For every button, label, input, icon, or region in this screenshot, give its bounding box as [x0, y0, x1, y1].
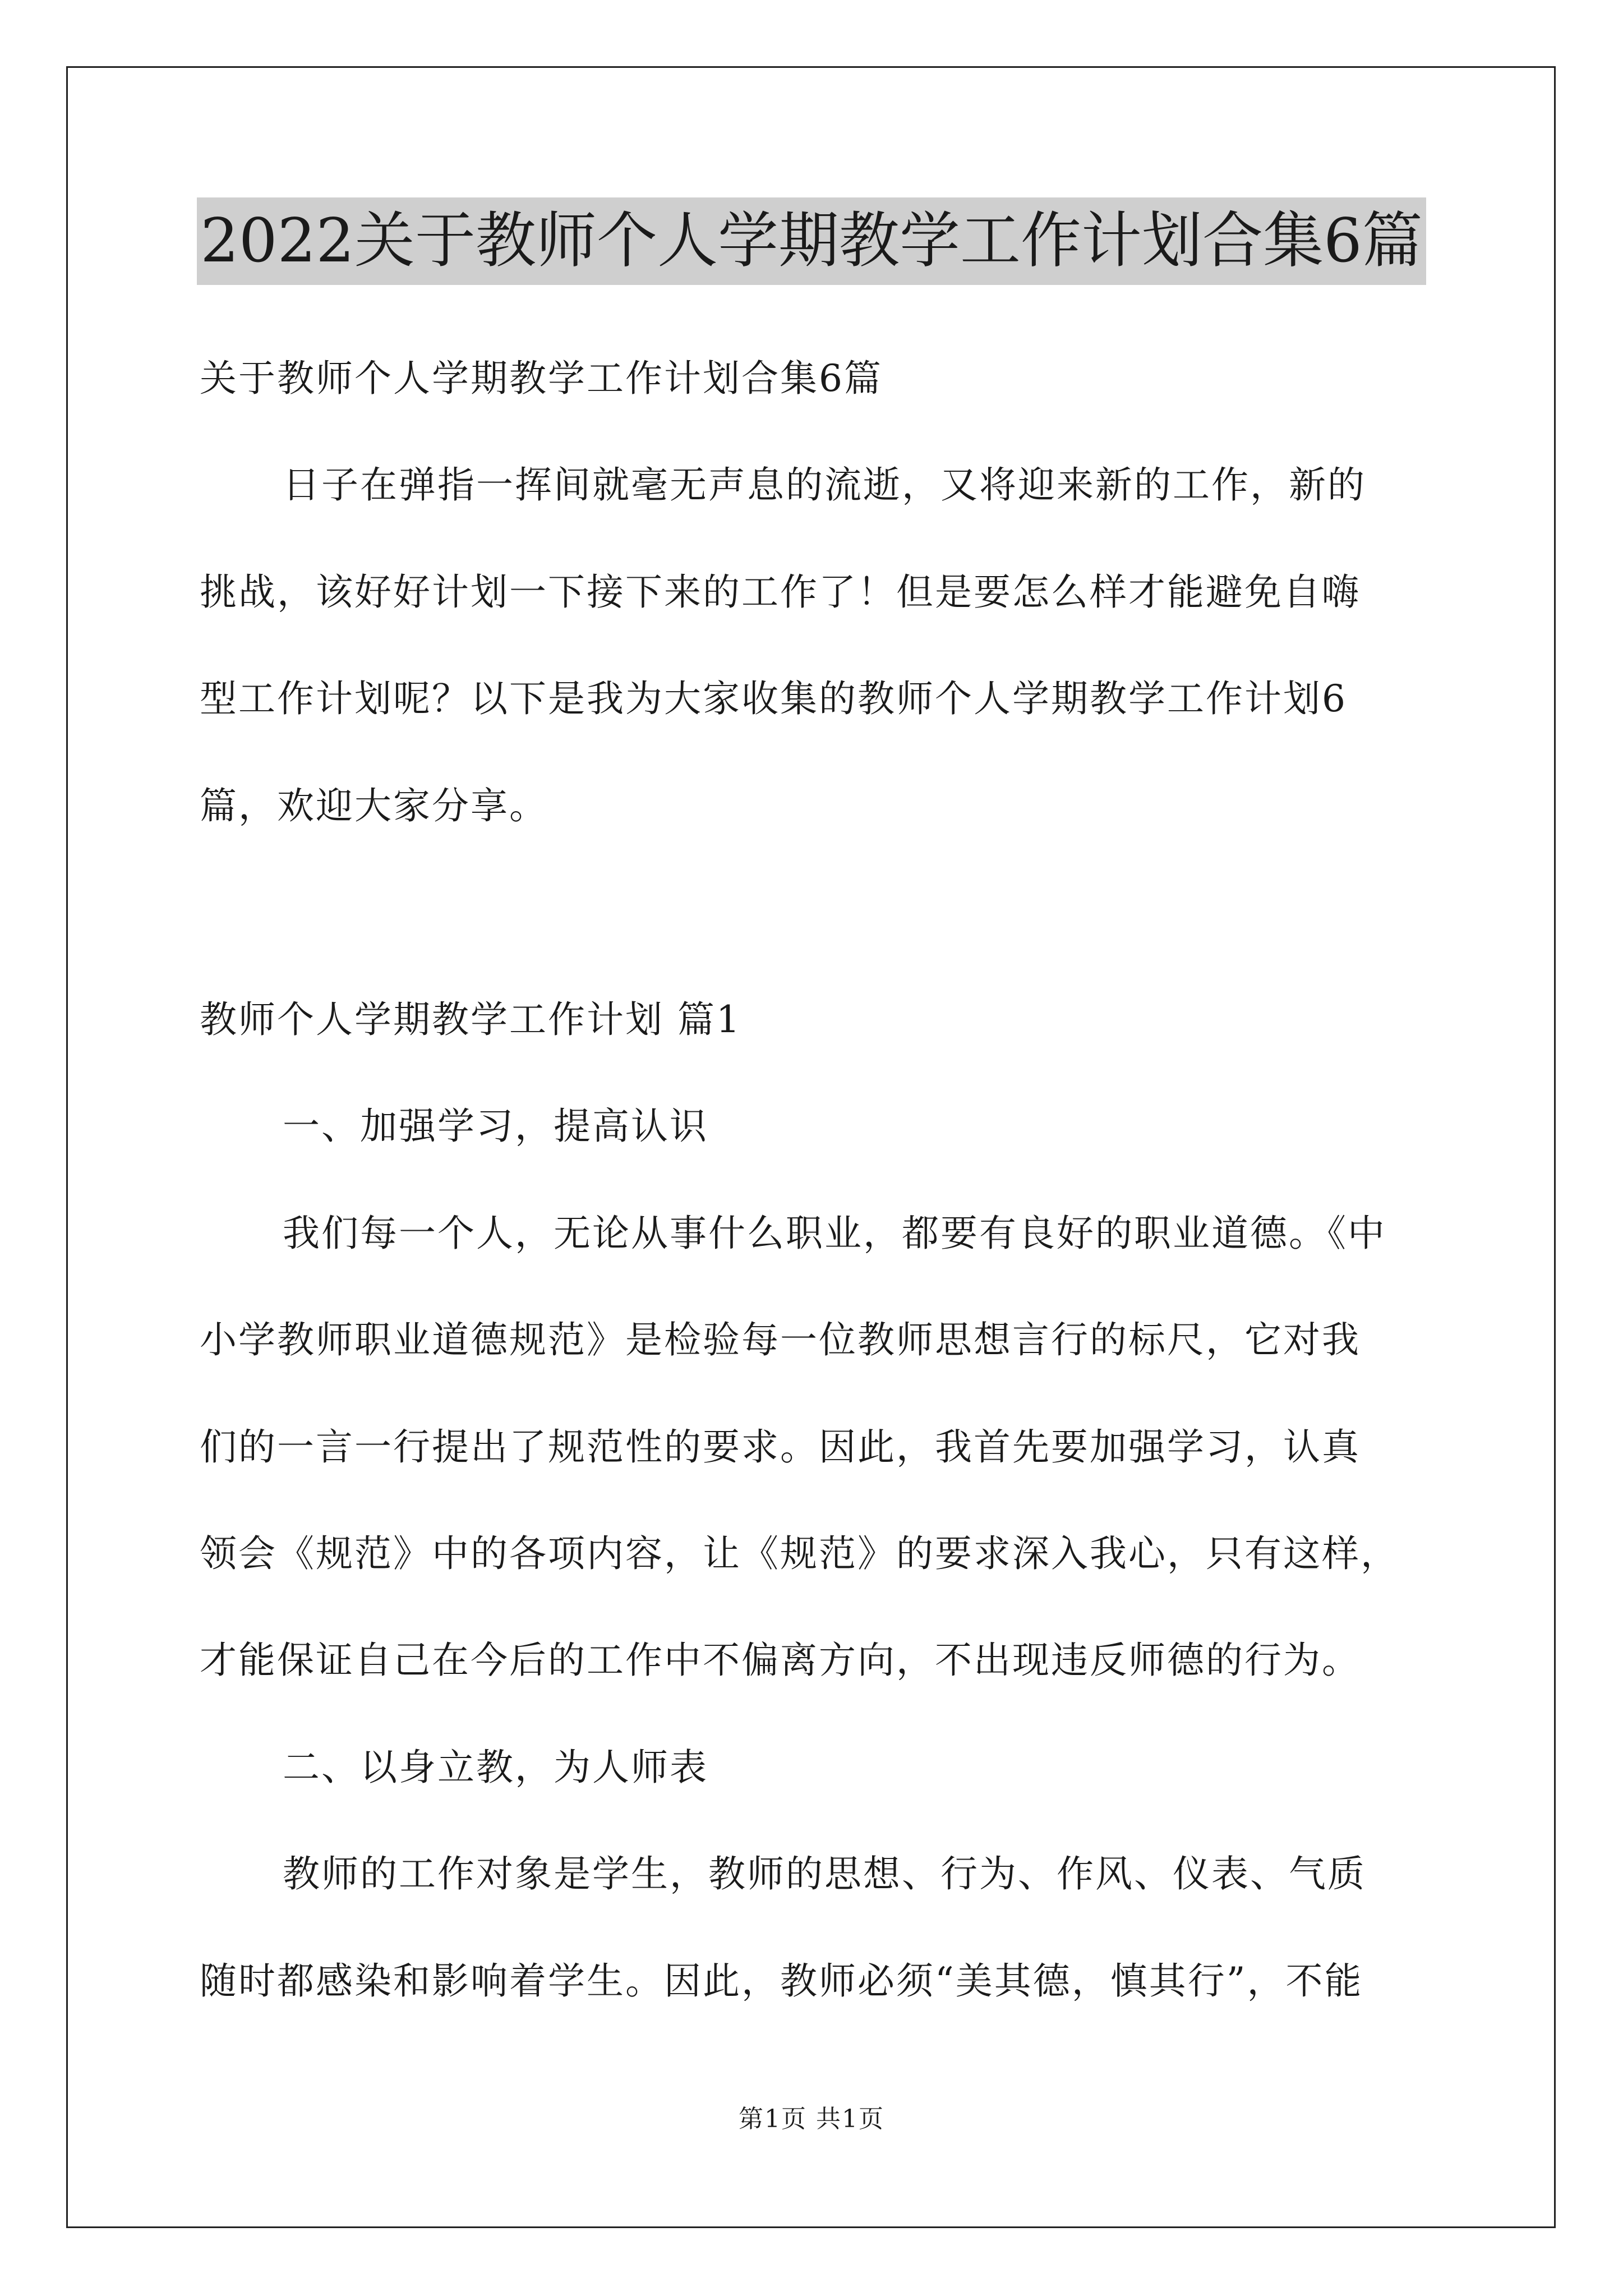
body-line: 日子在弹指一挥间就毫无声息的流逝，又将迎来新的工作，新的	[283, 463, 1366, 507]
title-container	[0, 197, 1623, 285]
body-line: 挑战，该好好计划一下接下来的工作了！但是要怎么样才能避免自嗨	[200, 570, 1361, 614]
body-line: 篇，欢迎大家分享。	[200, 784, 548, 827]
body-line: 们的一言一行提出了规范性的要求。因此，我首先要加强学习，认真	[200, 1425, 1361, 1469]
subheading: 一、加强学习，提高认识	[283, 1105, 708, 1148]
subheading: 二、以身立教，为人师表	[283, 1746, 708, 1789]
body-line: 型工作计划呢？以下是我为大家收集的教师个人学期教学工作计划6	[200, 677, 1347, 720]
body-line: 领会《规范》中的各项内容，让《规范》的要求深入我心，只有这样，	[200, 1532, 1399, 1575]
body-line: 才能保证自己在今后的工作中不偏离方向，不出现违反师德的行为。	[200, 1639, 1361, 1682]
body-line: 小学教师职业道德规范》是检验每一位教师思想言行的标尺，它对我	[200, 1318, 1361, 1361]
section-heading: 教师个人学期教学工作计划 篇1	[200, 998, 741, 1041]
document-title: 2022关于教师个人学期教学工作计划合集6篇	[197, 197, 1426, 285]
page-footer: 第1页 共1页	[739, 2105, 884, 2133]
body-line: 随时都感染和影响着学生。因此，教师必须“美其德，慎其行”，不能	[200, 1959, 1363, 2003]
body-line: 我们每一个人，无论从事什么职业，都要有良好的职业道德。《中	[283, 1212, 1386, 1255]
body-line: 教师的工作对象是学生，教师的思想、行为、作风、仪表、气质	[283, 1852, 1366, 1895]
subtitle-line: 关于教师个人学期教学工作计划合集6篇	[200, 357, 883, 400]
